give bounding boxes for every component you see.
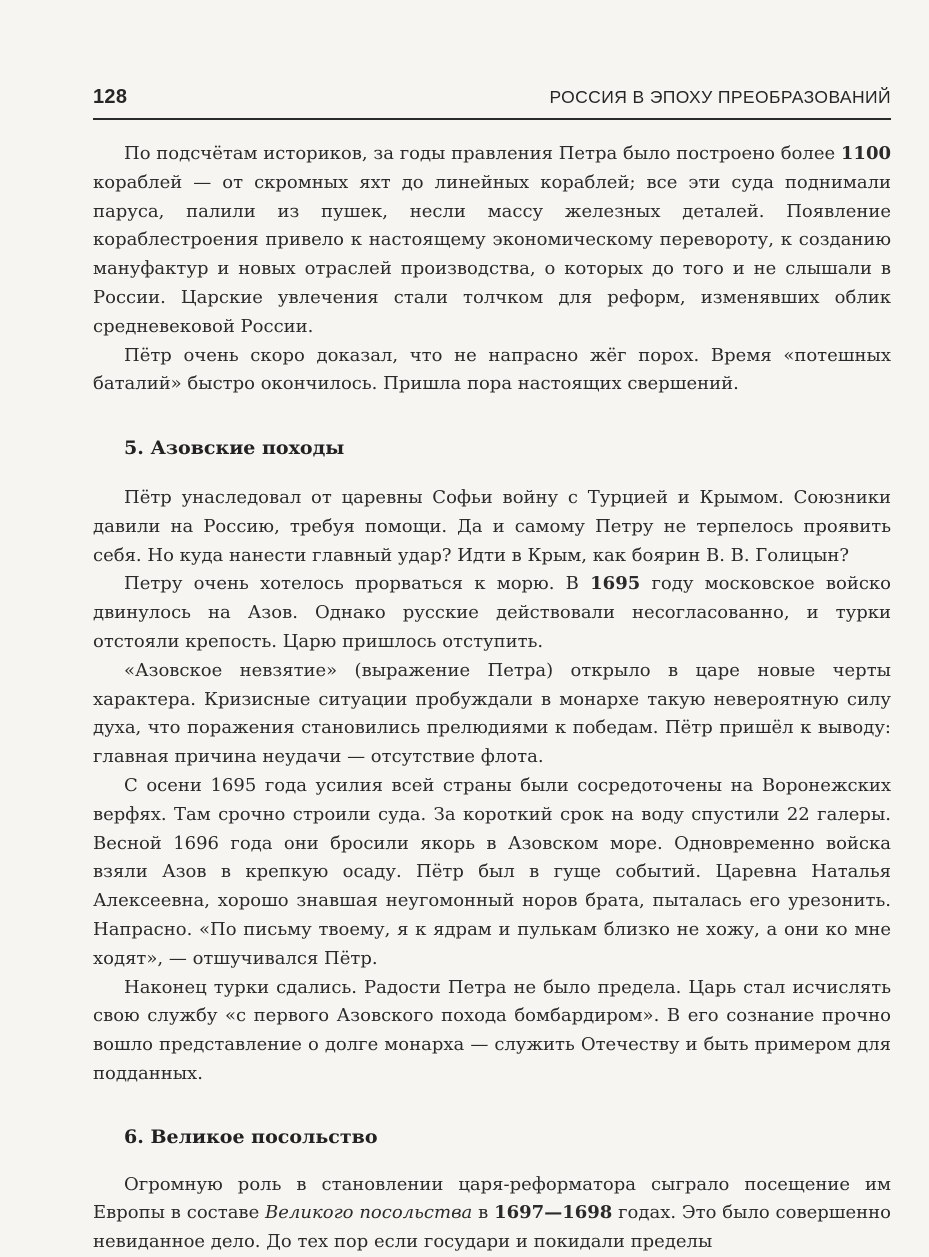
text-run: Петру очень хотелось прорваться к морю. В	[124, 573, 591, 595]
text-run: галеры. Весной	[93, 803, 891, 854]
paragraph-nevzyatie: «Азовское невзятие» (выражение Петра) открыло в царе новые черты характера. Кризисные ситуации пробуждали в монархе такую невероятную силу духа, что поражения становились прелюдиями к победам. Пётр пришёл к выводу: главная причина неудачи — отсутствие флота.	[93, 659, 891, 768]
paragraph-voronezh	[93, 772, 891, 974]
years-1697-1698: 1697—1698	[494, 1202, 613, 1224]
running-header	[93, 84, 891, 120]
chapter-title: РОССИЯ В ЭПОХУ ПРЕОБРАЗОВАНИЙ	[549, 87, 891, 107]
text-run: годах. Это было совершенно невиданное дело. До тех пор если государи и покидали пределы	[93, 1202, 892, 1253]
year-1696: 1696	[173, 832, 220, 854]
paragraph-victory: Наконец турки сдались. Радости Петра не было предела. Царь стал исчислять свою службу «с первого Азовского похода бомбардиром». В его сознание прочно вошло представление о долге монарха — служить Отечеству и быть примером для подданных.	[93, 976, 891, 1084]
text-run: С осени	[124, 774, 211, 796]
text-run: года они бросили якорь в Азовском море. Одновременно войска взяли Азов в крепкую осаду. Пётр был в гуще событий. Царевна Наталья Алексеевна, хорошо знавшая неугомонный норов брата, пыталась его урезонить. Напрасно. «По письму твоему, я к ядрам и пулькам близко не хожу, а они ко мне ходят», — отшучивался Пётр.	[93, 832, 891, 969]
paragraph-first-campaign	[93, 570, 891, 656]
body-text	[93, 140, 891, 1257]
section-heading-embassy: 6. Великое посольство	[124, 1125, 378, 1148]
section-heading-azov: 5. Азовские походы	[124, 437, 345, 460]
year-1695: 1695	[210, 774, 257, 796]
text-run: Огромную роль в становлении царя-реформатора сыграло посещение им Европы в составе	[93, 1173, 891, 1224]
text-run: кораблей — от скромных яхт до линейных кораблей; все эти суда поднимали паруса, палили из пушек, несли массу железных деталей. Появление кораблестроения привело к настоящему экономическому перевороту, к созданию мануфактур и новых отраслей производства, о которых до того и не слышали в России. Царские увлечения стали толчком для реформ, изменявших облик средневековой России.	[93, 171, 891, 337]
text-run: По подсчётам историков, за годы правления Петра было построено более	[124, 143, 841, 164]
number-ships: 1100	[840, 143, 891, 164]
text-run: году московское войско двинулось на Азов. Однако русские действовали несогласованно, и турки отстояли крепость. Царю пришлось отступить.	[93, 573, 891, 652]
paragraph-inheritance: Пётр унаследовал от царевны Софьи войну с Турцией и Крымом. Союзники давили на Россию, требуя помощи. Да и самому Петру не терпелось проявить себя. Но куда нанести главный удар? Идти в Крым, как боярин В. В. Голицын?	[93, 486, 891, 566]
year-1695: 1695	[590, 573, 641, 595]
paragraph-great-embassy	[93, 1171, 891, 1257]
text-run: года усилия всей страны были сосредоточены на Воронежских верфях. Там срочно строили суда. За короткий срок на воду спустили	[93, 774, 891, 825]
term-great-embassy: Великого посольства	[265, 1202, 473, 1224]
page-number: 128	[93, 86, 128, 108]
paragraph-gunpowder: Пётр очень скоро доказал, что не напрасно жёг порох. Время «потешных баталий» быстро окончилось. Пришла пора настоящих свершений.	[93, 344, 891, 395]
text-run: в	[472, 1202, 495, 1224]
number-galleys: 22	[786, 803, 810, 825]
paragraph-shipbuilding	[93, 140, 891, 342]
